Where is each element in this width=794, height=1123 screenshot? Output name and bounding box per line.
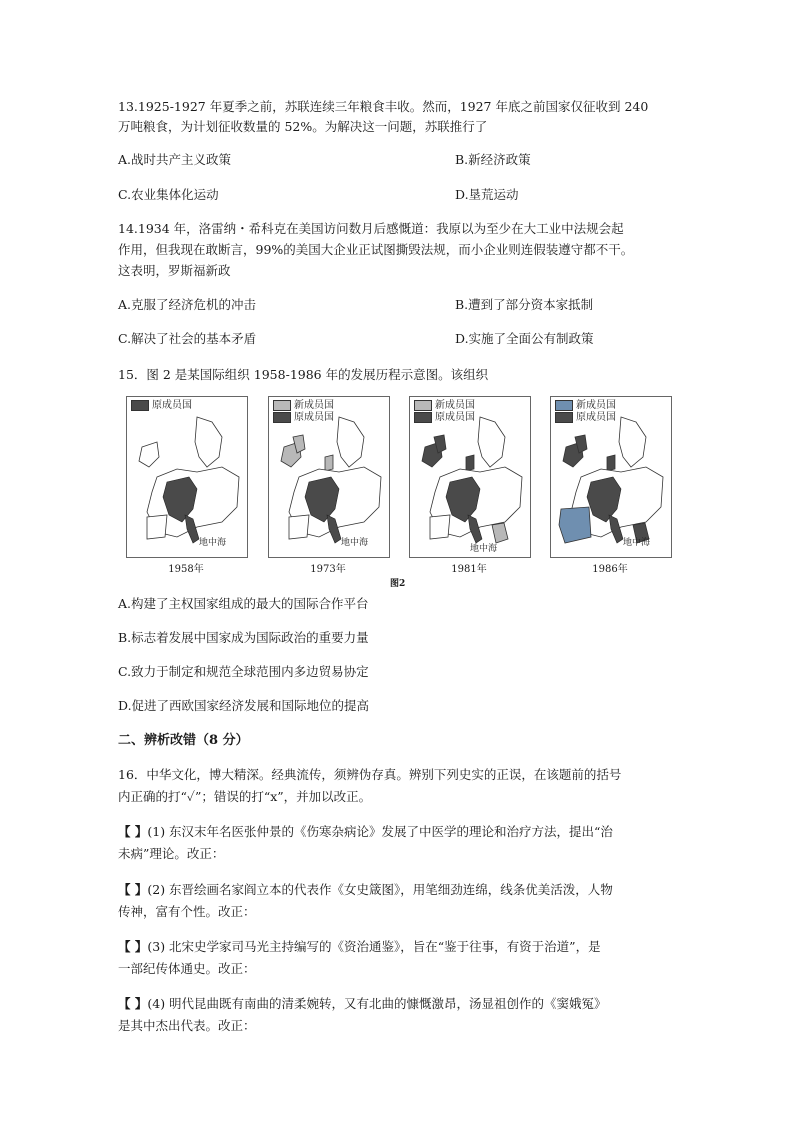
legend-label: 原成员国	[294, 412, 334, 423]
q15-option-d[interactable]: D.促进了西欧国家经济发展和国际地位的提高	[118, 698, 370, 713]
answer-bracket[interactable]: 【 】	[118, 996, 148, 1011]
q14-stem-line2: 作用，但我现在敢断言，99%的美国大企业正试图撕毁法规，而小企业则连假装遵守都不干。	[118, 242, 634, 257]
figure-2-maps	[118, 396, 678, 589]
q14-stem-line1: 14.1934 年，洛雷纳・希科克在美国访问数月后感慨道：我原以为至少在大工业中法规会起	[118, 221, 624, 236]
europe-map	[410, 397, 530, 557]
q16-item-3-line2: 一部纪传体通史。改正：	[118, 961, 256, 976]
map-1958	[126, 396, 248, 558]
q16-item-4	[118, 993, 678, 1015]
q13-stem-line1: 13.1925-1927 年夏季之前，苏联连续三年粮食丰收。然而，1927 年底之前国家仅征收到 240	[118, 99, 649, 114]
legend-label: 原成员国	[152, 400, 192, 411]
europe-map	[269, 397, 389, 557]
q16-item-text: (4) 明代昆曲既有南曲的清柔婉转，又有北曲的慷慨激昂，汤显祖创作的《窦娥冤》	[147, 996, 607, 1011]
q15-option-c[interactable]: C.致力于制定和规范全球范围内多边贸易协定	[118, 664, 369, 679]
sea-label: 地中海	[623, 538, 651, 548]
q15-option-b[interactable]: B.标志着发展中国家成为国际政治的重要力量	[118, 630, 369, 645]
map-year-label: 1986年	[592, 564, 628, 575]
q15-option-a[interactable]: A.构建了主权国家组成的最大的国际合作平台	[118, 596, 369, 611]
q16-item-1	[118, 821, 678, 843]
legend-label: 新成员国	[576, 400, 616, 411]
figure-label: 图2	[390, 579, 406, 589]
q15-stem: 15．图 2 是某国际组织 1958-1986 年的发展历程示意图。该组织	[118, 367, 489, 382]
map-year-label: 1981年	[451, 564, 487, 575]
legend-label: 新成员国	[435, 400, 475, 411]
q16-stem-line1: 16．中华文化，博大精深。经典流传，须辨伪存真。辨别下列史实的正误，在该题前的括号	[118, 767, 622, 782]
map-1986	[550, 396, 672, 558]
q14-option-b[interactable]: B.遭到了部分资本家抵制	[455, 297, 594, 312]
answer-bracket[interactable]: 【 】	[118, 882, 148, 897]
q16-item-text: (3) 北宋史学家司马光主持编写的《资治通鉴》，旨在“鉴于往事，有资于治道”，是	[147, 939, 601, 954]
q16-item-1-line2: 未病”理论。改正：	[118, 846, 225, 861]
europe-map	[551, 397, 671, 557]
q16-stem-line2: 内正确的打“✓”；错误的打“x”，并加以改正。	[118, 789, 372, 804]
q13-option-a[interactable]: A.战时共产主义政策	[118, 152, 232, 167]
q16-item-text: (2) 东晋绘画名家阎立本的代表作《女史箴图》，用笔细劲连绵，线条优美活泼，人物	[147, 882, 613, 897]
q16-item-4-line2: 是其中杰出代表。改正：	[118, 1018, 256, 1033]
q13-option-b[interactable]: B.新经济政策	[455, 152, 531, 167]
map-year-label: 1958年	[168, 564, 204, 575]
section-title: 二、辨析改错（8 分）	[118, 733, 249, 748]
europe-map	[127, 397, 247, 557]
q14-stem-line3: 这表明，罗斯福新政	[118, 263, 231, 278]
q16-item-3	[118, 936, 678, 958]
map-1973	[268, 396, 390, 558]
sea-label: 地中海	[199, 538, 227, 548]
q14-option-c[interactable]: C.解决了社会的基本矛盾	[118, 331, 257, 346]
answer-bracket[interactable]: 【 】	[118, 824, 148, 839]
q13-stem-line2: 万吨粮食，为计划征收数量的 52%。为解决这一问题，苏联推行了	[118, 119, 488, 134]
q13-option-c[interactable]: C.农业集体化运动	[118, 187, 219, 202]
q16-item-2-line2: 传神，富有个性。改正：	[118, 904, 256, 919]
map-1981	[409, 396, 531, 558]
q16-item-2	[118, 879, 678, 901]
legend-label: 新成员国	[294, 400, 334, 411]
q13-option-d[interactable]: D.垦荒运动	[455, 187, 519, 202]
legend-label: 原成员国	[435, 412, 475, 423]
sea-label: 地中海	[341, 538, 369, 548]
q14-option-a[interactable]: A.克服了经济危机的冲击	[118, 297, 257, 312]
legend-label: 原成员国	[576, 412, 616, 423]
sea-label: 地中海	[470, 544, 498, 554]
map-year-label: 1973年	[310, 564, 346, 575]
q16-item-text: (1) 东汉末年名医张仲景的《伤寒杂病论》发展了中医学的理论和治疗方法，提出“治	[147, 824, 613, 839]
answer-bracket[interactable]: 【 】	[118, 939, 148, 954]
q14-option-d[interactable]: D.实施了全面公有制政策	[455, 331, 594, 346]
